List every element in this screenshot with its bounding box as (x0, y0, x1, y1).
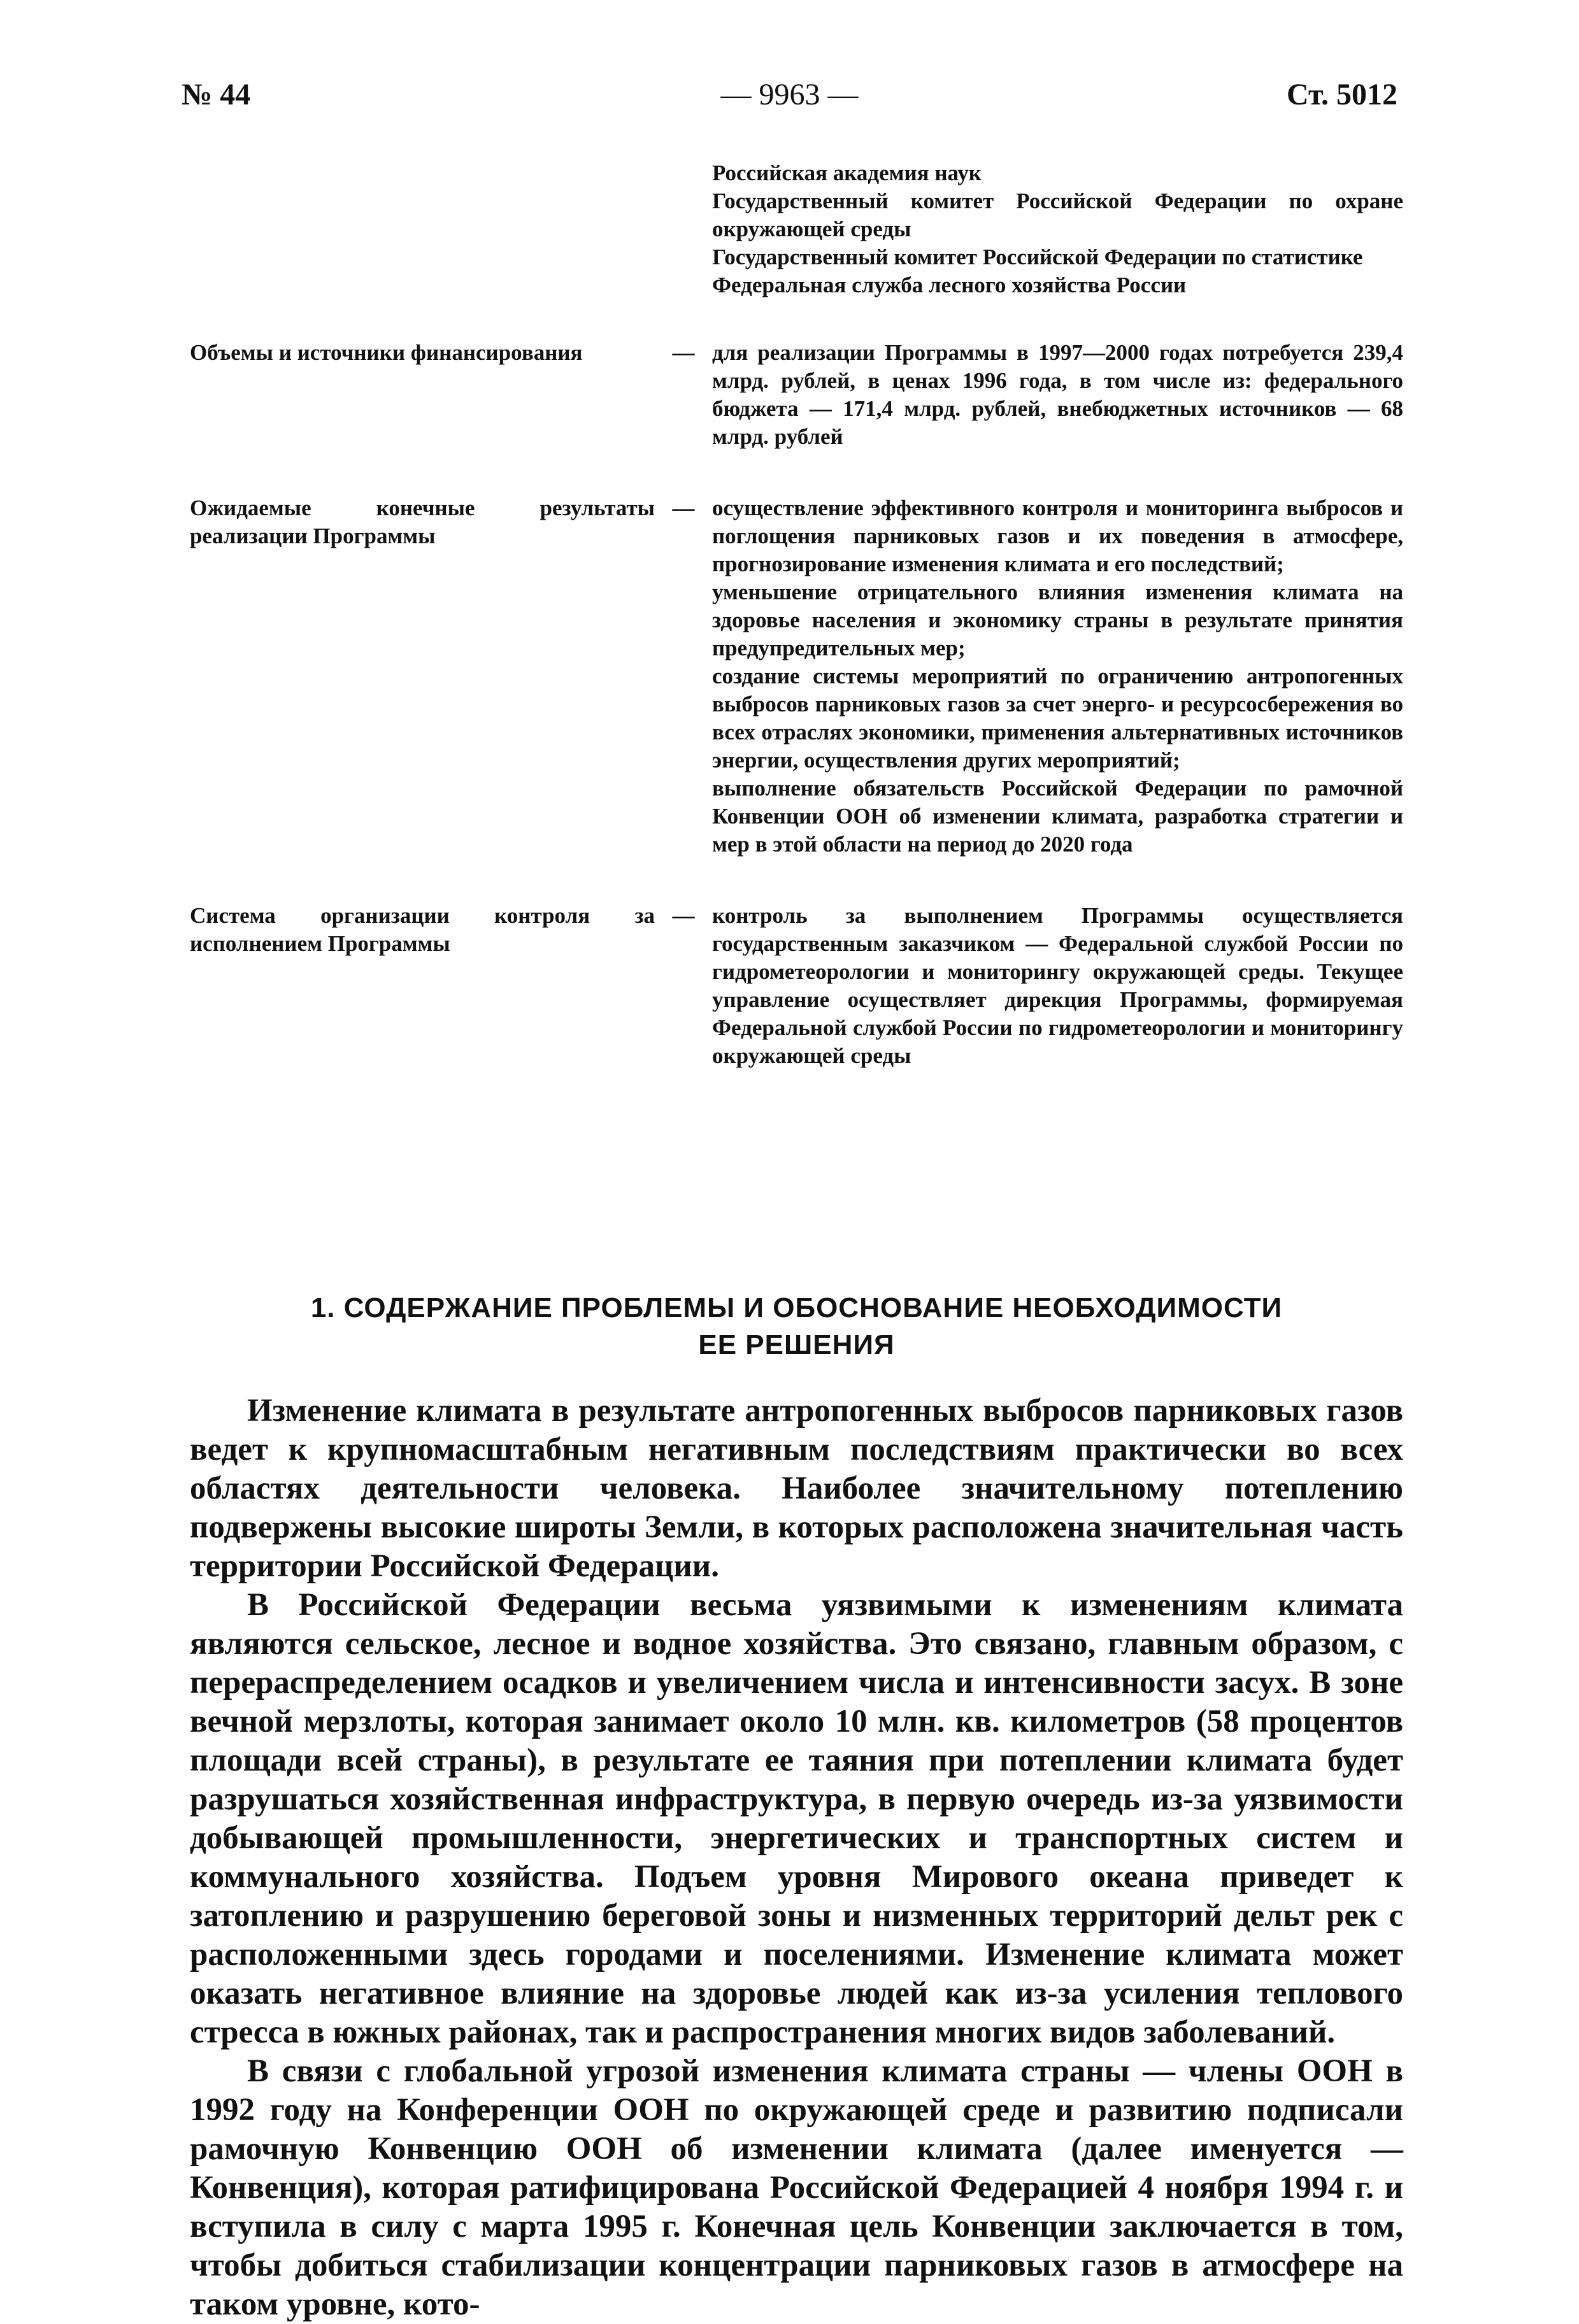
section-title (190, 1290, 1403, 1364)
passport-value: для реализации Программы в 1997—2000 годах потребуется 239,4 млрд. рублей, в ценах 1996 года, в том числе из: федерального бюджета — 171,4 млрд. рублей, внебюджетных источников — 68 млрд. рублей (712, 340, 1403, 449)
passport-label: Система организации контроля за исполнением Программы (190, 903, 655, 956)
paragraph: Изменение климата в результате антропогенных выбросов парниковых газов ведет к крупномасштабным негативным последствиям практически во всех областях деятельности человека. Наиболее значительному потеплению подвержены высокие широты Земли, в которых расположена значительная часть территории Российской Федерации. (190, 1393, 1403, 1584)
issue-number: № 44 (182, 78, 251, 111)
executors-list: Российская академия наук Государственный комитет Российской Федерации по охране окружающей среды Государственный комитет Российской Федерации по статистике Федеральная служба лесного хозяйства России (712, 160, 1403, 297)
passport-value: контроль за выполнением Программы осуществляется государственным заказчиком — Федеральной службой России по гидрометеорологии и мониторингу окружающей среды. Текущее управление осуществляет дирекция Программы, формируемая Федеральной службой России по гидрометеорологии и мониторингу окружающей среды (712, 903, 1403, 1068)
section-title-line: ЕЕ РЕШЕНИЯ (698, 1329, 895, 1360)
paragraph: В связи с глобальной угрозой изменения климата страны — члены ООН в 1992 году на Конференции ООН по окружающей среде и развитию подписали рамочную Конвенцию ООН об изменении климата (далее именуется — Конвенция), которая ратифицирована Российской Федерацией 4 ноября 1994 г. и вступила в силу с марта 1995 г. Конечная цель Конвенции заключается в том, чтобы добиться стабилизации концентрации парниковых газов в атмосфере на таком уровне, кото- (190, 2053, 1403, 2322)
passport-value: осуществление эффективного контроля и мониторинга выбросов и поглощения парниковых газов и их поведения в атмосфере, прогнозирование изменения климата и его последствий; уменьшение отрицательного влияния изменения климата на здоровье населения и экономику страны в результате принятия предупредительных мер; создание системы мероприятий по ограничению антропогенных выбросов парниковых газов за счет энерго- и ресурсосбережения во всех отраслях экономики, применения альтернативных источников энергии, осуществления других мероприятий; выполнение обязательств Российской Федерации по рамочной Конвенции ООН об изменении климата, разработка стратегии и мер в этой области на период до 2020 года (712, 495, 1403, 857)
program-passport-table (190, 159, 1403, 1113)
article-number: Ст. 5012 (1287, 78, 1397, 111)
paragraph: В Российской Федерации весьма уязвимыми к изменениям климата являются сельское, лесное и водное хозяйства. Это связано, главным образом, с перераспределением осадков и увеличением числа и интенсивности засух. В зоне вечной мерзлоты, которая занимает около 10 млн. кв. километров (58 процентов площади всей страны), в результате ее таяния при потеплении климата будет разрушаться хозяйственная инфраструктура, в первую очередь из-за уязвимости добывающей промышленности, энергетических и транспортных систем и коммунального хозяйства. Подъем уровня Мирового океана приведет к затоплению и разрушению береговой зоны и низменных территорий дельт рек с расположенными здесь городами и поселениями. Изменение климата может оказать негативное влияние на здоровье людей как из-за усиления теплового стресса в южных районах, так и распространения многих видов заболеваний. (190, 1587, 1403, 2050)
passport-dash: — (672, 495, 695, 520)
passport-row-executors (190, 159, 1403, 299)
passport-row-results (190, 494, 1403, 859)
passport-label: Ожидаемые конечные результаты реализации Программы (190, 495, 655, 548)
passport-dash: — (672, 340, 695, 365)
passport-label: Объемы и источники финансирования (190, 340, 583, 365)
passport-row-financing (190, 339, 1403, 451)
page-number: — 9963 — (720, 78, 859, 111)
section-title-line: 1. СОДЕРЖАНИЕ ПРОБЛЕМЫ И ОБОСНОВАНИЕ НЕОБХОДИМОСТИ (310, 1292, 1283, 1323)
passport-dash: — (672, 903, 695, 928)
section-body (190, 1392, 1403, 2324)
passport-row-control (190, 902, 1403, 1070)
